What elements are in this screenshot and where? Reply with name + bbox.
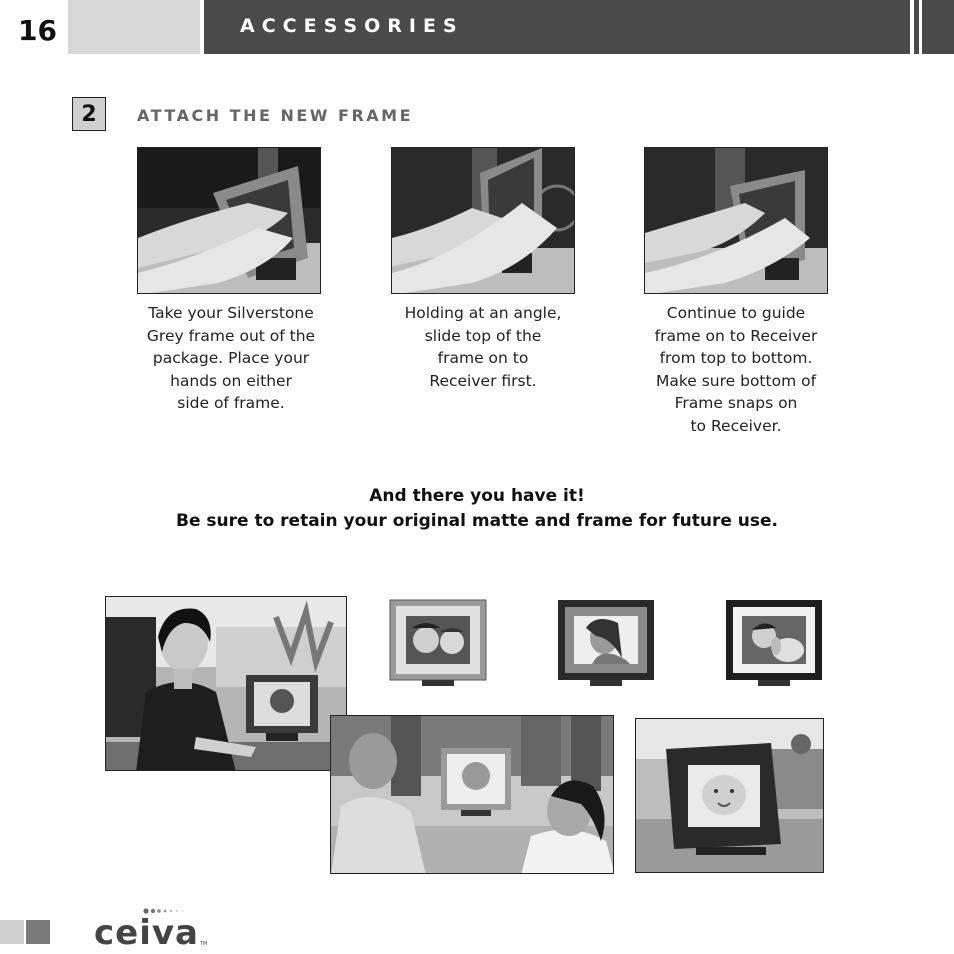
closing-line-2: Be sure to retain your original matte and frame for future use. [175, 511, 779, 531]
footer-light-square [0, 920, 24, 944]
lifestyle-photo-couple [330, 715, 614, 874]
header-light-bar [68, 0, 200, 54]
closing-line-1: And there you have it! [369, 486, 585, 506]
footer-dark-square [26, 920, 50, 944]
header-dark-stripe [914, 0, 919, 54]
product-frame-dark [556, 598, 656, 690]
ceiva-logo-text: ceiva [94, 913, 199, 950]
ceiva-logo [92, 904, 212, 950]
step-caption-2: Holding at an angle, slide top of the frame on to Receiver first. [404, 304, 562, 390]
product-frame-silver [388, 598, 488, 690]
header-dark-end [922, 0, 954, 54]
section-title: ACCESSORIES [240, 15, 464, 37]
step-photo-3 [644, 147, 828, 294]
step-photo-1 [137, 147, 321, 294]
closing-text [0, 484, 954, 534]
step-caption-3: Continue to guide frame on to Receiver from top to bottom. Make sure bottom of Frame snaps on to Receiver. [654, 304, 818, 435]
ceiva-trademark: TM [200, 941, 208, 947]
step-title: ATTACH THE NEW FRAME [137, 106, 414, 125]
lifestyle-photo-baby-frame [635, 718, 824, 873]
step-photo-2 [391, 147, 575, 294]
lifestyle-photo-woman-desk [105, 596, 347, 771]
page-number: 16 [18, 14, 57, 47]
product-frame-black [724, 598, 824, 690]
step-caption-1: Take your Silverstone Grey frame out of the package. Place your hands on either side of frame. [146, 304, 316, 413]
step-number-badge: 2 [72, 97, 106, 131]
